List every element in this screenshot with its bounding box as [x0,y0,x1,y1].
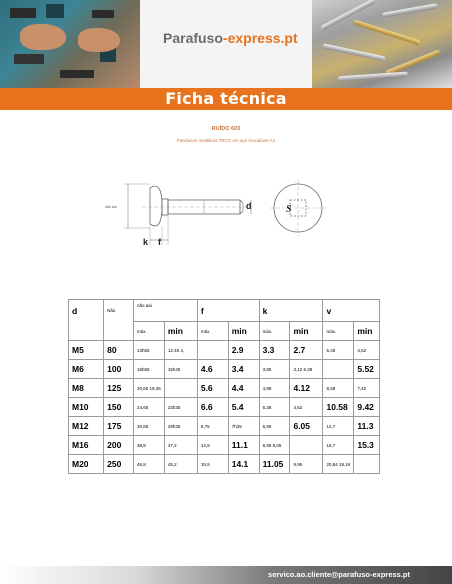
cell-d: M8 [69,379,104,398]
cell-nao: 80 [104,341,134,360]
title-banner [0,88,452,110]
cell-value: 11.05 [259,455,290,474]
cell-value: 16h55 [133,360,164,379]
cell-value: 3,12 6,38 [290,360,323,379]
cell-value: 8,58 [323,379,354,398]
cell-value: 10.58 [323,398,354,417]
table-row [69,341,380,360]
header-photo-screws [312,0,452,88]
company-logo: Parafuso-express.pt [163,30,298,46]
cell-d: M12 [69,417,104,436]
cell-d: M6 [69,360,104,379]
cell-value: 30,65 [133,417,164,436]
cell-value: 8,75 [197,417,228,436]
cell-value: 16,7 [323,436,354,455]
cell-value: 5,38 [259,398,290,417]
cell-value: 15,9 [197,455,228,474]
cell-value [290,436,323,455]
cell-d: M16 [69,436,104,455]
cell-value: 12,45 4, [164,341,197,360]
cell-value: 7h25 [228,417,259,436]
cell-nao: 200 [104,436,134,455]
cell-value: 6.05 [290,417,323,436]
cell-value: 2.9 [228,341,259,360]
cell-value: 5,48 [323,341,354,360]
table-row [69,417,380,436]
cell-value: 4,62 [290,398,323,417]
cell-value: 4.4 [228,379,259,398]
technical-drawing [100,168,340,248]
cell-value: 11.1 [228,436,259,455]
cell-value: 29h35 [164,417,197,436]
cell-value: 4,52 [354,341,380,360]
header-banner [0,0,452,88]
cell-value: 6,95 [259,417,290,436]
cell-value: 15h45 [164,360,197,379]
header-photo-electronics [0,0,140,88]
table-row [69,360,380,379]
table-row [69,379,380,398]
table-row [69,436,380,455]
cell-value: 7,42 [354,379,380,398]
cell-value: 45,2 [164,455,197,474]
cell-value: 24,65 [133,398,164,417]
cell-value: 3,85 [259,360,290,379]
cell-value: 5.6 [197,379,228,398]
dimension-label-f: f [158,237,161,247]
side-dimension-label: não aai [105,205,117,209]
cell-value: 4.12 [290,379,323,398]
cell-value [354,455,380,474]
cell-value: 38,8 [133,436,164,455]
footer-bar [0,566,452,584]
cell-value: 11.3 [354,417,380,436]
cell-value: 2.7 [290,341,323,360]
cell-value: 13h55 [133,341,164,360]
footer-email[interactable]: servico.ao.cliente@parafuso-express.pt [268,570,410,579]
cell-value: 4.6 [197,360,228,379]
cell-d: M10 [69,398,104,417]
header-head-diameter: não aai [133,300,197,322]
cell-d: M5 [69,341,104,360]
cell-nao: 100 [104,360,134,379]
header-d: d [69,300,104,322]
cell-nao: 150 [104,398,134,417]
product-model: RUÍDO 603 [211,126,241,132]
cell-value: 3.4 [228,360,259,379]
table-row [69,398,380,417]
product-description: Parafusos metálicos TRCC em aço inoxidável A4 [177,138,275,143]
header-k: k [259,300,323,322]
table-row [69,455,380,474]
header-f: f [197,300,259,322]
cell-value: 6.6 [197,398,228,417]
cell-value: 9,95 [290,455,323,474]
cell-value [197,341,228,360]
spec-table [68,299,380,474]
cell-value: 8,95 8,05 [259,436,290,455]
dimension-label-k: k [143,237,149,247]
cell-value [164,379,197,398]
cell-value: 20,84 19,16 [323,455,354,474]
cell-value: 37,2 [164,436,197,455]
dimension-label-s: S [286,204,292,215]
cell-nao: 175 [104,417,134,436]
table-subheader-row: máx. min máx. min máx. min máx. min [69,322,380,341]
cell-value: 46,8 [133,455,164,474]
header-v: v [323,300,380,322]
header-nao: Não [104,300,134,322]
cell-value: 15.3 [354,436,380,455]
cell-d: M20 [69,455,104,474]
cell-value: 14.1 [228,455,259,474]
cell-value: 5.4 [228,398,259,417]
bolt-head-outline [150,186,162,226]
cell-value: 12,7 [323,417,354,436]
cell-value: 23h35 [164,398,197,417]
cell-value [323,360,354,379]
cell-nao: 250 [104,455,134,474]
cell-value: 12,9 [197,436,228,455]
cell-nao: 125 [104,379,134,398]
cell-value: 5.52 [354,360,380,379]
cell-value: 9.42 [354,398,380,417]
dimension-label-d: d [246,201,252,211]
cell-value: 4,88 [259,379,290,398]
cell-value: 3.3 [259,341,290,360]
cell-value: 20,65 19,35 [133,379,164,398]
table-header-row [69,300,380,322]
page-title: Ficha técnica [165,89,287,108]
